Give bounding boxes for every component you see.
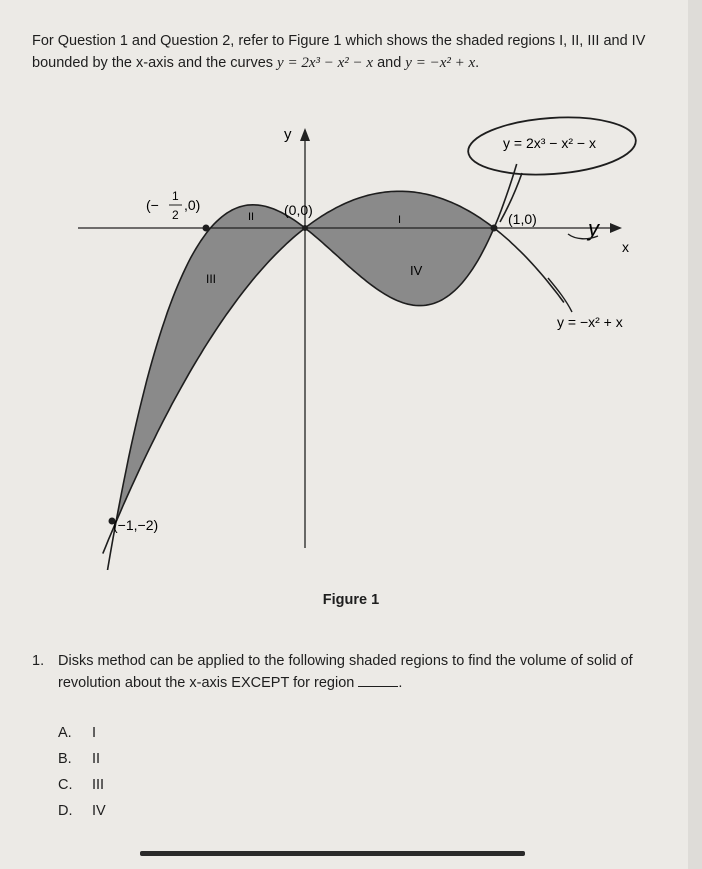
question-text-block	[58, 650, 692, 694]
curve1-equation: y = 2x³ − x² − x	[277, 55, 374, 71]
region-ii-label: II	[248, 211, 255, 223]
option-c[interactable]	[58, 772, 106, 798]
handwritten-pointer-line-lower	[548, 278, 572, 312]
option-letter: B.	[58, 751, 72, 767]
neg-half-numerator: 1	[172, 189, 179, 203]
region-iii-label: III	[206, 272, 217, 286]
point-origin-label: (0,0)	[284, 202, 313, 218]
option-value: III	[92, 777, 105, 793]
neg-half-suffix: ,0)	[184, 197, 201, 213]
bottom-bar	[140, 851, 525, 856]
question-1	[32, 650, 692, 694]
page-edge	[688, 0, 702, 869]
option-value: II	[92, 751, 101, 767]
option-letter: C.	[58, 777, 73, 793]
option-d[interactable]	[58, 798, 106, 824]
figure-1-graph	[0, 100, 702, 570]
point-neg-half-label	[146, 197, 159, 213]
option-b[interactable]	[58, 746, 106, 772]
option-letter: A.	[58, 725, 72, 741]
point-neg-one-label: (−1,−2)	[113, 517, 159, 533]
option-value: I	[92, 725, 97, 741]
intro-part1: For Question 1 and Question 2, refer to Figure 1 which shows the shaded regions I, II, III and IV bounded by the x-axis and the curves	[32, 33, 646, 71]
intro-end: .	[475, 55, 480, 71]
neg-half-denominator: 2	[172, 208, 179, 222]
x-axis-arrow	[610, 223, 622, 233]
region-iv-label: IV	[410, 263, 423, 278]
y-axis-label: y	[284, 126, 292, 143]
region-iv-shading	[305, 228, 494, 306]
answer-blank[interactable]	[358, 672, 398, 687]
question-text: Disks method can be applied to the following shaded regions to find the volume of solid of revolution about the x-axis EXCEPT for region	[58, 653, 633, 691]
figure-caption: Figure 1	[322, 592, 380, 608]
curve2-equation: y = −x² + x	[405, 55, 476, 71]
question-number: 1.	[32, 653, 45, 669]
y-axis-arrow	[300, 128, 310, 141]
option-a[interactable]	[58, 720, 106, 746]
point-one-marker	[491, 225, 498, 232]
region-i-label: I	[398, 214, 402, 226]
cubic-curve-label: y = 2x³ − x² − x	[503, 135, 596, 151]
point-one-label: (1,0)	[508, 211, 537, 227]
question-end: .	[398, 675, 403, 691]
parabola-curve-label: y = −x² + x	[557, 314, 623, 330]
point-neg-half-marker	[203, 225, 210, 232]
intro-and: and	[373, 55, 406, 71]
point-origin-marker	[302, 225, 308, 231]
neg-half-prefix: (−	[146, 197, 159, 213]
answer-options	[58, 720, 106, 824]
handwritten-y-annotation: y	[588, 216, 599, 241]
intro-text	[32, 30, 687, 74]
option-value: IV	[92, 803, 106, 819]
x-axis-label: x	[622, 239, 629, 255]
option-letter: D.	[58, 803, 73, 819]
